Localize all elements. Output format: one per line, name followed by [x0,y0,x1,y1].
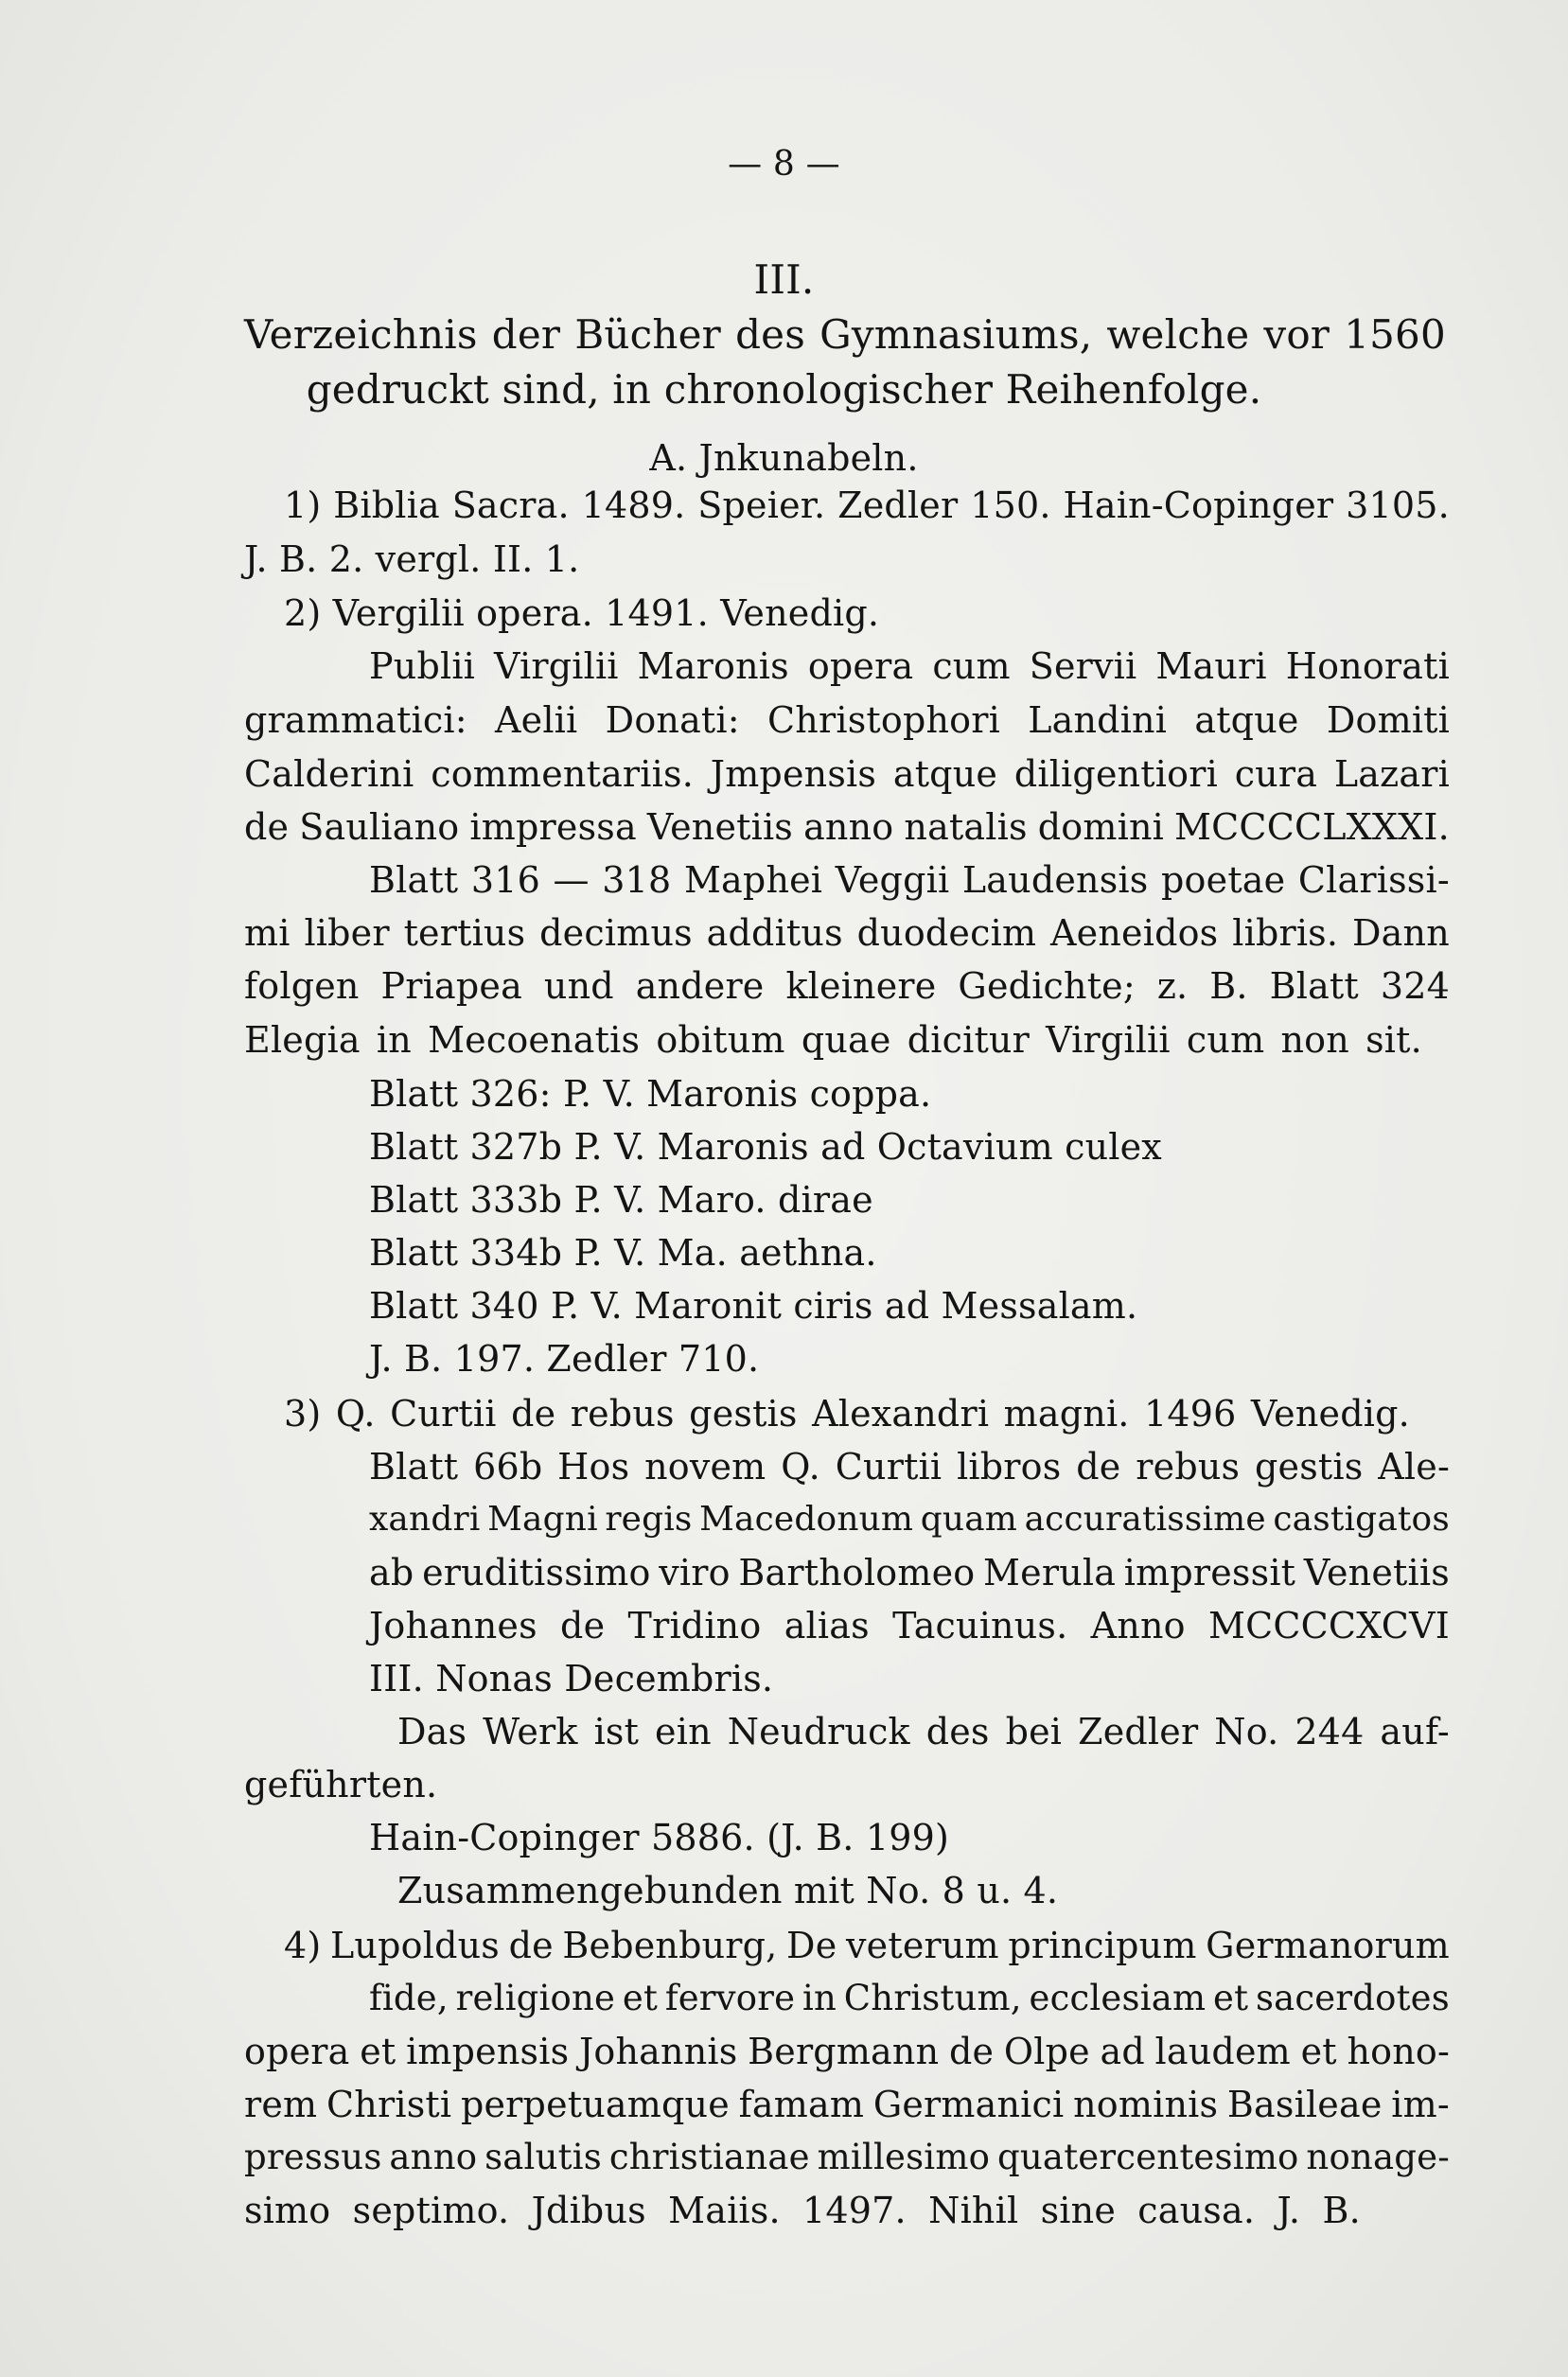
entry-line: Das Werk ist ein Neudruck des bei Zedler No. 244 auf- [397,1711,1450,1752]
page-number: — 8 — [728,145,840,184]
entry-line: Blatt 66b Hos novem Q. Curtii libros de rebus gestis Ale- [369,1446,1450,1488]
entry-line: Blatt 316 — 318 Maphei Veggii Laudensis poetae Clarissi- [369,859,1450,901]
subheading: A. Jnkunabeln. [649,437,919,479]
entry-line: grammatici: Aelii Donati: Christophori Landini atque Domiti [244,699,1450,741]
entry-line: simo septimo. Jdibus Maiis. 1497. Nihil sine causa. J. B. [244,2190,1361,2231]
heading-line-1: Verzeichnis der Bücher des Gymnasiums, welche vor 1560 [244,311,1446,358]
entry-line: 3) Q. Curtii de rebus gestis Alexandri magni. 1496 Venedig. [284,1393,1410,1435]
entry-line: Hain-Copinger 5886. (J. B. 199) [369,1817,949,1858]
heading-line-2: gedruckt sind, in chronologischer Reihenfolge. [306,366,1262,413]
entry-line: Publii Virgilii Maronis opera cum Servii Mauri Honorati [369,645,1450,687]
entry-line: Blatt 326: P. V. Maronis coppa. [369,1073,932,1115]
entry-line: xandri Magni regis Macedonum quam accuratissime castigatos [369,1500,1450,1539]
entry-line: Calderini commentariis. Jmpensis atque diligentiori cura Lazari [244,753,1450,795]
entry-line: pressus anno salutis christianae millesimo quatercentesimo nonage- [244,2137,1450,2177]
entry-line: opera et impensis Johannis Bergmann de Olpe ad laudem et hono- [244,2031,1450,2072]
entry-line: fide, religione et fervore in Christum, ecclesiam et sacerdotes [369,1978,1450,2018]
entry-line: ab eruditissimo viro Bartholomeo Merula impressit Venetiis [369,1552,1450,1593]
entry-line: Elegia in Mecoenatis obitum quae dicitur Virgilii cum non sit. [244,1019,1422,1061]
entry-line: folgen Priapea und andere kleinere Gedichte; z. B. Blatt 324 [244,965,1450,1007]
entry-line: Blatt 334b P. V. Ma. aethna. [369,1232,877,1274]
entry-line: Blatt 333b P. V. Maro. dirae [369,1179,873,1221]
entry-line: Zusammengebunden mit No. 8 u. 4. [397,1870,1059,1911]
entry-line: Johannes de Tridino alias Tacuinus. Anno MCCCCXCVI [369,1605,1450,1646]
entry-line: Blatt 340 P. V. Maronit ciris ad Messalam. [369,1285,1138,1327]
entry-line: 2) Vergilii opera. 1491. Venedig. [284,592,880,634]
entry-line: mi liber tertius decimus additus duodecim Aeneidos libris. Dann [244,912,1450,954]
entry-line: J. B. 197. Zedler 710. [369,1338,760,1380]
entry-line: 1) Biblia Sacra. 1489. Speier. Zedler 150. Hain-Copinger 3105. [284,484,1450,526]
section-numeral: III. [753,256,815,303]
entry-line: J. B. 2. vergl. II. 1. [244,538,580,580]
entry-line: 4) Lupoldus de Bebenburg, De veterum principum Germanorum [284,1925,1450,1966]
entry-line: geführten. [244,1764,438,1805]
entry-line: III. Nonas Decembris. [369,1658,774,1699]
entry-line: de Sauliano impressa Venetiis anno natalis domini MCCCCLXXXI. [244,806,1450,848]
entry-line: Blatt 327b P. V. Maronis ad Octavium culex [369,1126,1162,1168]
entry-line: rem Christi perpetuamque famam Germanici nominis Basileae im- [244,2084,1450,2125]
